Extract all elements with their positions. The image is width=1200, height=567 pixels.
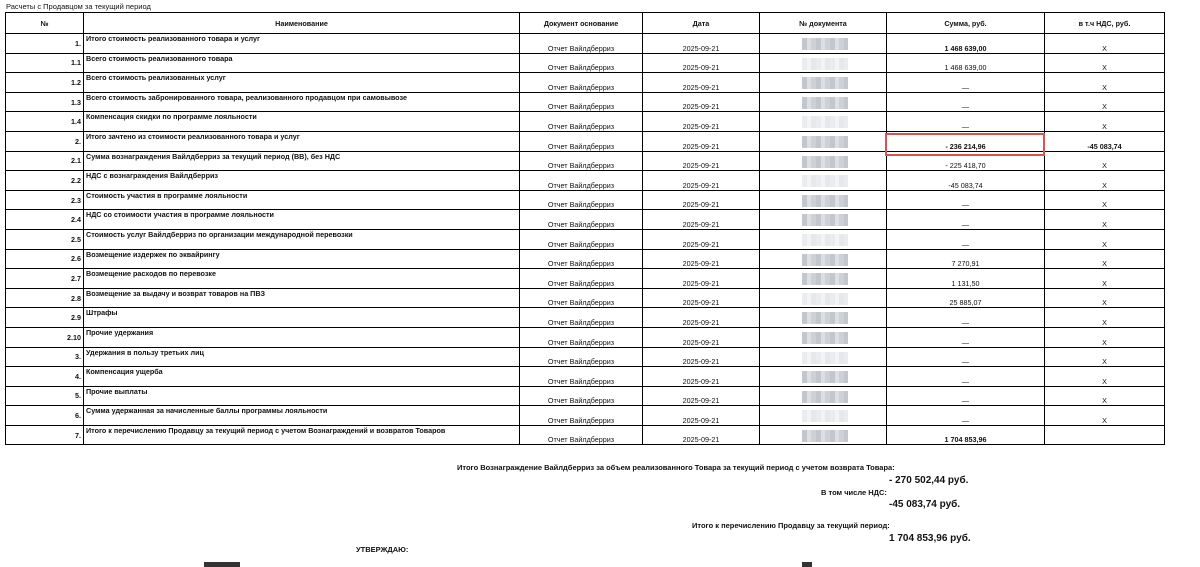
row-sum: —	[887, 112, 1045, 132]
row-vat: X	[1045, 171, 1165, 191]
row-number: 2.7	[6, 269, 84, 289]
row-vat: X	[1045, 308, 1165, 328]
table-row	[6, 249, 1165, 269]
redacted-doc-number	[802, 352, 848, 364]
redacted-doc-number	[802, 214, 848, 226]
redacted-doc-number	[802, 156, 848, 168]
table-row	[6, 367, 1165, 387]
row-number: 7.	[6, 425, 84, 445]
row-name: Всего стоимость забронированного товара, реализованного продавцом при самовывозе	[84, 92, 520, 112]
redacted-doc-number	[802, 430, 848, 442]
row-name: Всего стоимость реализованных услуг	[84, 73, 520, 93]
row-number: 6.	[6, 406, 84, 426]
row-number: 2.8	[6, 288, 84, 308]
row-date: 2025-09-21	[643, 210, 760, 230]
table-row	[6, 406, 1165, 426]
redacted-doc-number	[802, 371, 848, 383]
table-header-row	[6, 13, 1165, 34]
row-sum: —	[887, 190, 1045, 210]
table-row	[6, 92, 1165, 112]
row-date: 2025-09-21	[643, 34, 760, 54]
row-sum: —	[887, 347, 1045, 367]
row-doc-number	[760, 425, 887, 445]
row-sum: 7 270,91	[887, 249, 1045, 269]
redacted-doc-number	[802, 58, 848, 70]
row-name: Штрафы	[84, 308, 520, 328]
row-date: 2025-09-21	[643, 269, 760, 289]
row-vat: X	[1045, 73, 1165, 93]
redacted-doc-number	[802, 38, 848, 50]
reward-label: Итого Вознаграждение Вайлдберриз за объем реализованного Товара за текущий период с учетом возврата Товара:	[457, 463, 895, 472]
row-date: 2025-09-21	[643, 308, 760, 328]
row-name: Стоимость услуг Вайлдберриз по организации международной перевозки	[84, 229, 520, 249]
row-sum: —	[887, 73, 1045, 93]
row-number: 2.6	[6, 249, 84, 269]
table-row	[6, 73, 1165, 93]
row-date: 2025-09-21	[643, 327, 760, 347]
table-row	[6, 34, 1165, 54]
row-doc-number	[760, 53, 887, 73]
row-number: 2.3	[6, 190, 84, 210]
row-date: 2025-09-21	[643, 171, 760, 191]
row-sum: 1 704 853,96	[887, 425, 1045, 445]
redacted-doc-number	[802, 234, 848, 246]
row-date: 2025-09-21	[643, 53, 760, 73]
row-doc-number	[760, 367, 887, 387]
row-date: 2025-09-21	[643, 151, 760, 171]
row-number: 1.2	[6, 73, 84, 93]
row-number: 1.4	[6, 112, 84, 132]
row-sum: 25 885,07	[887, 288, 1045, 308]
table-row	[6, 190, 1165, 210]
row-document: Отчет Вайлдберриз	[520, 73, 643, 93]
row-sum: —	[887, 210, 1045, 230]
row-doc-number	[760, 327, 887, 347]
table-row	[6, 269, 1165, 289]
row-vat: X	[1045, 288, 1165, 308]
row-vat: X	[1045, 112, 1165, 132]
col-header-document: Документ основание	[520, 13, 643, 34]
redacted-doc-number	[802, 195, 848, 207]
table-row	[6, 131, 1165, 151]
row-date: 2025-09-21	[643, 386, 760, 406]
redacted-doc-number	[802, 136, 848, 148]
row-document: Отчет Вайлдберриз	[520, 367, 643, 387]
row-sum: 1 131,50	[887, 269, 1045, 289]
row-name: Удержания в пользу третьих лиц	[84, 347, 520, 367]
row-name: Стоимость участия в программе лояльности	[84, 190, 520, 210]
row-doc-number	[760, 112, 887, 132]
table-row	[6, 112, 1165, 132]
row-number: 2.2	[6, 171, 84, 191]
row-document: Отчет Вайлдберриз	[520, 386, 643, 406]
row-sum: —	[887, 92, 1045, 112]
row-number: 5.	[6, 386, 84, 406]
row-document: Отчет Вайлдберриз	[520, 229, 643, 249]
row-document: Отчет Вайлдберриз	[520, 53, 643, 73]
row-doc-number	[760, 210, 887, 230]
col-header-date: Дата	[643, 13, 760, 34]
row-name: Прочие удержания	[84, 327, 520, 347]
row-sum: 1 468 639,00	[887, 34, 1045, 54]
row-date: 2025-09-21	[643, 131, 760, 151]
row-name: Итого зачтено из стоимости реализованного товара и услуг	[84, 131, 520, 151]
row-document: Отчет Вайлдберриз	[520, 112, 643, 132]
row-document: Отчет Вайлдберриз	[520, 288, 643, 308]
row-date: 2025-09-21	[643, 288, 760, 308]
row-document: Отчет Вайлдберриз	[520, 34, 643, 54]
row-document: Отчет Вайлдберриз	[520, 131, 643, 151]
row-document: Отчет Вайлдберриз	[520, 92, 643, 112]
row-document: Отчет Вайлдберриз	[520, 151, 643, 171]
table-row	[6, 151, 1165, 171]
table-row	[6, 308, 1165, 328]
col-header-sum: Сумма, руб.	[887, 13, 1045, 34]
row-number: 2.10	[6, 327, 84, 347]
row-vat: X	[1045, 406, 1165, 426]
redacted-doc-number	[802, 293, 848, 305]
row-date: 2025-09-21	[643, 112, 760, 132]
stamp-mark	[802, 562, 812, 567]
row-document: Отчет Вайлдберриз	[520, 269, 643, 289]
row-name: Сумма удержанная за начисленные баллы программы лояльности	[84, 406, 520, 426]
row-sum: 1 468 639,00	[887, 53, 1045, 73]
redacted-doc-number	[802, 410, 848, 422]
payout-label: Итого к перечислению Продавцу за текущий период:	[692, 521, 890, 530]
table-row	[6, 53, 1165, 73]
row-number: 2.1	[6, 151, 84, 171]
row-number: 1.3	[6, 92, 84, 112]
row-name: Компенсация скидки по программе лояльности	[84, 112, 520, 132]
table-row	[6, 347, 1165, 367]
row-doc-number	[760, 190, 887, 210]
row-number: 2.5	[6, 229, 84, 249]
row-document: Отчет Вайлдберриз	[520, 308, 643, 328]
row-doc-number	[760, 249, 887, 269]
table-row	[6, 288, 1165, 308]
row-vat: X	[1045, 34, 1165, 54]
row-name: НДС со стоимости участия в программе лояльности	[84, 210, 520, 230]
row-doc-number	[760, 92, 887, 112]
row-name: Возмещение за выдачу и возврат товаров на ПВЗ	[84, 288, 520, 308]
row-sum: —	[887, 229, 1045, 249]
approve-label: УТВЕРЖДАЮ:	[356, 545, 409, 554]
vat-label: В том числе НДС:	[821, 488, 887, 497]
reward-value: - 270 502,44 руб.	[889, 475, 969, 486]
table-row	[6, 425, 1165, 445]
row-sum: —	[887, 386, 1045, 406]
row-doc-number	[760, 347, 887, 367]
row-document: Отчет Вайлдберриз	[520, 190, 643, 210]
row-vat: X	[1045, 249, 1165, 269]
table-row	[6, 327, 1165, 347]
row-vat: X	[1045, 151, 1165, 171]
redacted-doc-number	[802, 391, 848, 403]
row-date: 2025-09-21	[643, 229, 760, 249]
signature-mark	[204, 562, 240, 567]
row-document: Отчет Вайлдберриз	[520, 327, 643, 347]
col-header-name: Наименование	[84, 13, 520, 34]
row-number: 3.	[6, 347, 84, 367]
row-sum: —	[887, 327, 1045, 347]
table-row	[6, 210, 1165, 230]
row-name: Итого к перечислению Продавцу за текущий период с учетом Вознаграждений и возвратов Товаров	[84, 425, 520, 445]
row-name: НДС с вознаграждения Вайлдберриз	[84, 171, 520, 191]
row-date: 2025-09-21	[643, 406, 760, 426]
row-sum: —	[887, 367, 1045, 387]
vat-value: -45 083,74 руб.	[889, 499, 961, 510]
row-name: Всего стоимость реализованного товара	[84, 53, 520, 73]
row-doc-number	[760, 34, 887, 54]
row-doc-number	[760, 131, 887, 151]
row-doc-number	[760, 308, 887, 328]
redacted-doc-number	[802, 116, 848, 128]
row-doc-number	[760, 171, 887, 191]
row-sum: -45 083,74	[887, 171, 1045, 191]
row-number: 1.	[6, 34, 84, 54]
redacted-doc-number	[802, 312, 848, 324]
row-sum: - 236 214,96	[887, 131, 1045, 151]
row-vat: X	[1045, 229, 1165, 249]
row-date: 2025-09-21	[643, 425, 760, 445]
row-document: Отчет Вайлдберриз	[520, 249, 643, 269]
row-vat: X	[1045, 347, 1165, 367]
row-number: 2.4	[6, 210, 84, 230]
redacted-doc-number	[802, 332, 848, 344]
row-vat: X	[1045, 92, 1165, 112]
row-doc-number	[760, 406, 887, 426]
redacted-doc-number	[802, 273, 848, 285]
row-doc-number	[760, 229, 887, 249]
col-header-doc-number: № документа	[760, 13, 887, 34]
settlement-table	[5, 12, 1165, 445]
redacted-doc-number	[802, 175, 848, 187]
row-date: 2025-09-21	[643, 347, 760, 367]
row-number: 2.	[6, 131, 84, 151]
payout-value: 1 704 853,96 руб.	[889, 533, 971, 544]
row-doc-number	[760, 269, 887, 289]
row-vat: -45 083,74	[1045, 131, 1165, 151]
row-doc-number	[760, 73, 887, 93]
row-name: Сумма вознаграждения Вайлдберриз за текущий период (ВВ), без НДС	[84, 151, 520, 171]
row-date: 2025-09-21	[643, 367, 760, 387]
row-date: 2025-09-21	[643, 249, 760, 269]
row-name: Компенсация ущерба	[84, 367, 520, 387]
table-row	[6, 171, 1165, 191]
row-sum: —	[887, 308, 1045, 328]
redacted-doc-number	[802, 97, 848, 109]
row-vat: X	[1045, 367, 1165, 387]
row-doc-number	[760, 151, 887, 171]
redacted-doc-number	[802, 254, 848, 266]
table-row	[6, 229, 1165, 249]
row-vat	[1045, 425, 1165, 445]
row-number: 1.1	[6, 53, 84, 73]
row-name: Прочие выплаты	[84, 386, 520, 406]
row-document: Отчет Вайлдберриз	[520, 347, 643, 367]
row-vat: X	[1045, 269, 1165, 289]
col-header-vat: в т.ч НДС, руб.	[1045, 13, 1165, 34]
row-date: 2025-09-21	[643, 73, 760, 93]
row-document: Отчет Вайлдберриз	[520, 210, 643, 230]
table-body	[6, 34, 1165, 445]
row-document: Отчет Вайлдберриз	[520, 171, 643, 191]
row-name: Возмещение издержек по эквайрингу	[84, 249, 520, 269]
row-doc-number	[760, 288, 887, 308]
col-header-number: №	[6, 13, 84, 34]
row-vat: X	[1045, 210, 1165, 230]
row-vat: X	[1045, 53, 1165, 73]
redacted-doc-number	[802, 77, 848, 89]
row-doc-number	[760, 386, 887, 406]
row-vat: X	[1045, 190, 1165, 210]
row-date: 2025-09-21	[643, 92, 760, 112]
row-date: 2025-09-21	[643, 190, 760, 210]
row-name: Итого стоимость реализованного товара и услуг	[84, 34, 520, 54]
row-name: Возмещение расходов по перевозке	[84, 269, 520, 289]
row-number: 4.	[6, 367, 84, 387]
row-vat: X	[1045, 327, 1165, 347]
row-document: Отчет Вайлдберриз	[520, 425, 643, 445]
row-number: 2.9	[6, 308, 84, 328]
row-document: Отчет Вайлдберриз	[520, 406, 643, 426]
report-caption: Расчеты с Продавцом за текущий период	[6, 2, 151, 11]
row-sum: —	[887, 406, 1045, 426]
table-row	[6, 386, 1165, 406]
row-vat: X	[1045, 386, 1165, 406]
row-sum: - 225 418,70	[887, 151, 1045, 171]
